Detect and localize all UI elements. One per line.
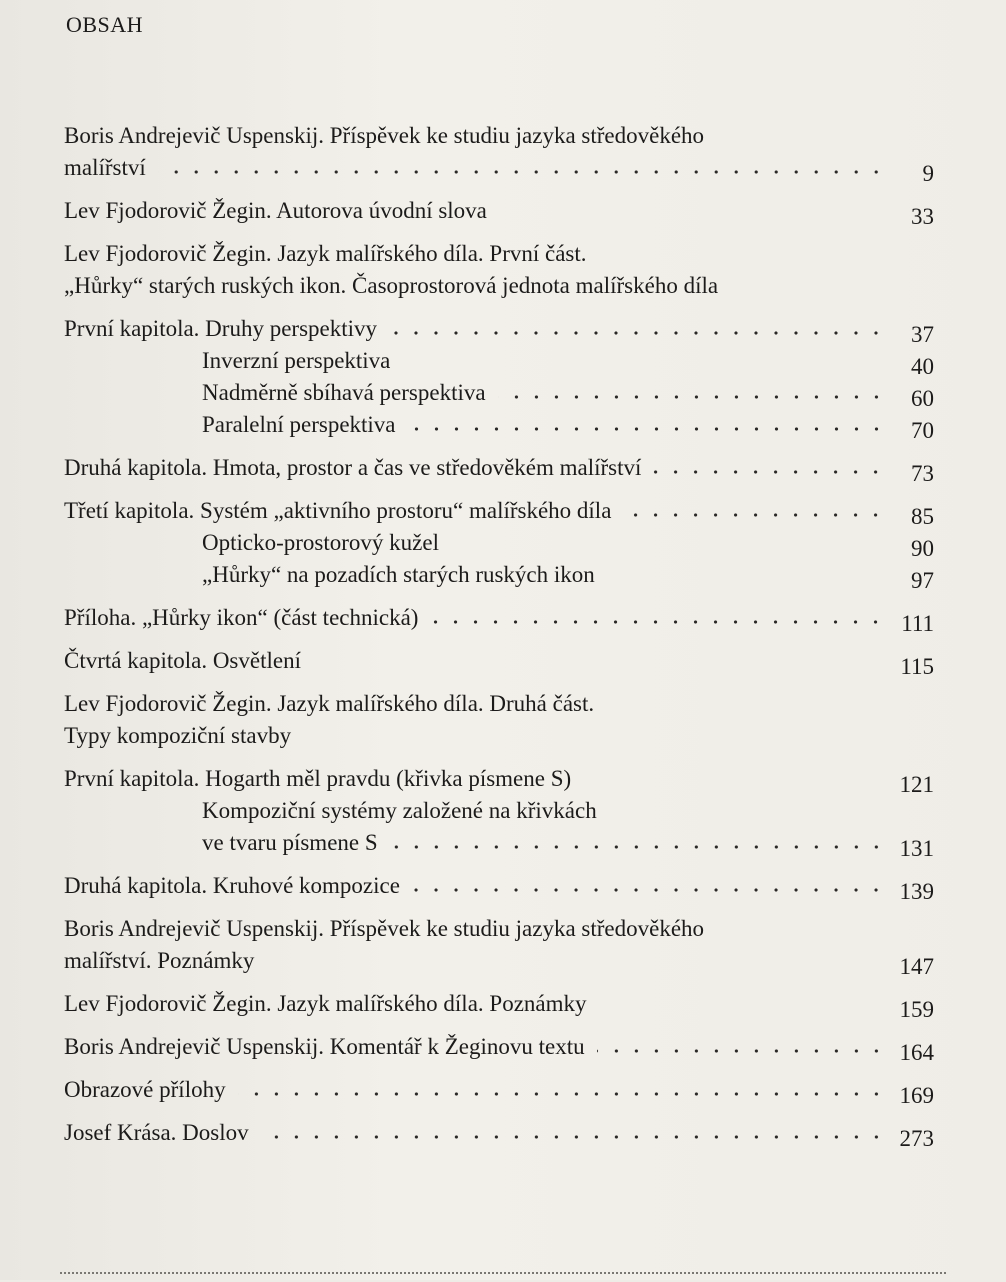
toc-page-number: 33: [911, 204, 934, 229]
toc-entry-line: [64, 913, 934, 945]
toc-entry-title: malířství. Poznámky: [64, 948, 255, 973]
toc-entry-line: [64, 827, 934, 859]
dot-leader: [390, 827, 886, 850]
toc-entry: [64, 763, 934, 795]
toc-entry: [64, 313, 934, 345]
toc-page-number: 73: [911, 461, 934, 486]
toc-entry-line: [64, 238, 934, 270]
toc-entry-line: [64, 763, 934, 795]
dot-leader: [451, 527, 886, 550]
toc-entry: [64, 602, 934, 634]
toc-entry-line: [64, 152, 934, 184]
toc-entry-line: [64, 452, 934, 484]
toc-entry: [64, 988, 934, 1020]
toc-entry: [64, 195, 934, 227]
toc-entry: [64, 645, 934, 677]
toc-entry: [64, 527, 934, 559]
dot-leader: [238, 1074, 886, 1097]
toc-page-number: 111: [901, 611, 934, 636]
toc-entry-line: [64, 602, 934, 634]
toc-entry: [64, 495, 934, 527]
dot-leader: [389, 313, 886, 336]
toc-entry-line: [64, 988, 934, 1020]
toc-entry-title: Lev Fjodorovič Žegin. Autorova úvodní slova: [64, 198, 487, 223]
dot-leader: [158, 152, 886, 175]
toc-entry-line: [64, 1031, 934, 1063]
toc-entry-title: „Hůrky“ na pozadích starých ruských ikon: [202, 562, 595, 587]
toc-entry-line: [64, 313, 934, 345]
toc-entry-line: [64, 495, 934, 527]
dot-leader: [607, 559, 886, 582]
toc-page-number: 164: [899, 1040, 934, 1065]
toc-page-number: 159: [899, 997, 934, 1022]
toc-page-number: 169: [899, 1083, 934, 1108]
toc-entry-line: [64, 945, 934, 977]
toc-entry-title: Lev Fjodorovič Žegin. Jazyk malířského díla. První část.: [64, 241, 587, 266]
dot-leader: [313, 645, 886, 668]
toc-entry-title: Obrazové přílohy: [64, 1077, 226, 1102]
toc-entry: [64, 795, 934, 859]
toc-entry-title: Boris Andrejevič Uspenskij. Komentář k Žeginovu textu: [64, 1034, 585, 1059]
toc-entry-line: [64, 720, 934, 752]
toc-entry-line: [64, 1074, 934, 1106]
toc-page-number: 147: [899, 954, 934, 979]
toc-entry-title: Opticko-prostorový kužel: [202, 530, 439, 555]
dot-leader: [623, 495, 886, 518]
toc-entry-title: Druhá kapitola. Kruhové kompozice: [64, 873, 400, 898]
toc-page-number: 70: [911, 418, 934, 443]
toc-entry: [64, 870, 934, 902]
toc-page-number: 85: [911, 504, 934, 529]
toc-entry-line: [64, 377, 934, 409]
toc-entry-title: Lev Fjodorovič Žegin. Jazyk malířského díla. Druhá část.: [64, 691, 595, 716]
toc-page-number: 131: [899, 836, 934, 861]
toc-entry-line: [64, 1117, 934, 1149]
toc-entry-line: [64, 870, 934, 902]
toc-entry-title: Čtvrtá kapitola. Osvětlení: [64, 648, 301, 673]
toc-entry-title: Typy kompoziční stavby: [64, 723, 292, 748]
toc-entry: [64, 913, 934, 977]
dot-leader: [583, 763, 886, 786]
toc-entry-title: První kapitola. Druhy perspektivy: [64, 316, 378, 341]
toc-entry: [64, 409, 934, 441]
toc-entry-line: [64, 688, 934, 720]
toc-entry-title: malířství: [64, 155, 146, 180]
table-of-contents: [64, 120, 934, 1149]
dot-leader: [499, 195, 886, 218]
toc-entry-line: [64, 409, 934, 441]
toc-entry-title: Druhá kapitola. Hmota, prostor a čas ve středověkém malířství: [64, 455, 642, 480]
toc-entry: [64, 377, 934, 409]
toc-entry-title: Josef Krása. Doslov: [64, 1120, 249, 1145]
toc-entry-line: [64, 559, 934, 591]
toc-entry-line: [64, 795, 934, 827]
toc-entry-title: Boris Andrejevič Uspenskij. Příspěvek ke studiu jazyka středověkého: [64, 916, 705, 941]
dot-leader: [261, 1117, 886, 1140]
toc-entry-title: Nadměrně sbíhavá perspektiva: [202, 380, 486, 405]
toc-entry: [64, 1031, 934, 1063]
toc-page-number: 40: [911, 354, 934, 379]
toc-entry-title: ve tvaru písmene S: [202, 830, 378, 855]
toc-entry-title: Inverzní perspektiva: [202, 348, 391, 373]
toc-entry: [64, 688, 934, 752]
toc-page-number: 121: [899, 772, 934, 797]
toc-entry-line: [64, 345, 934, 377]
toc-page-number: 273: [899, 1126, 934, 1151]
toc-page-number: 9: [922, 161, 934, 186]
toc-entry: [64, 1074, 934, 1106]
toc-entry-title: Paralelní perspektiva: [202, 412, 396, 437]
toc-entry: [64, 559, 934, 591]
toc-entry-title: Třetí kapitola. Systém „aktivního prostoru“ malířského díla: [64, 498, 612, 523]
toc-page-number: 115: [900, 654, 934, 679]
toc-entry: [64, 345, 934, 377]
toc-entry-title: Kompoziční systémy založené na křivkách: [202, 798, 597, 823]
bottom-edge-divider: [60, 1272, 946, 1282]
toc-entry: [64, 120, 934, 184]
toc-entry-title: První kapitola. Hogarth měl pravdu (křivka písmene S): [64, 766, 572, 791]
toc-entry-line: [64, 645, 934, 677]
toc-entry-line: [64, 270, 934, 302]
dot-leader: [498, 377, 886, 400]
dot-leader: [408, 409, 886, 432]
toc-page-number: 97: [911, 568, 934, 593]
dot-leader: [430, 602, 886, 625]
toc-page-number: 139: [899, 879, 934, 904]
toc-entry-line: [64, 195, 934, 227]
toc-entry-title: Lev Fjodorovič Žegin. Jazyk malířského díla. Poznámky: [64, 991, 587, 1016]
toc-page-number: 90: [911, 536, 934, 561]
toc-entry: [64, 1117, 934, 1149]
dot-leader: [599, 988, 887, 1011]
dot-leader: [402, 345, 886, 368]
page-title: OBSAH: [66, 12, 144, 37]
toc-entry-title: „Hůrky“ starých ruských ikon. Časoprostorová jednota malířského díla: [64, 273, 719, 298]
toc-entry-line: [64, 527, 934, 559]
dot-leader: [653, 452, 886, 475]
toc-page-number: 60: [911, 386, 934, 411]
dot-leader: [597, 1031, 886, 1054]
toc-entry-title: Boris Andrejevič Uspenskij. Příspěvek ke studiu jazyka středověkého: [64, 123, 705, 148]
toc-page-number: 37: [911, 322, 934, 347]
dot-leader: [266, 945, 886, 968]
toc-entry-title: Příloha. „Hůrky ikon“ (část technická): [64, 605, 419, 630]
toc-entry: [64, 452, 934, 484]
toc-entry: [64, 238, 934, 302]
dot-leader: [412, 870, 886, 893]
toc-entry-line: [64, 120, 934, 152]
